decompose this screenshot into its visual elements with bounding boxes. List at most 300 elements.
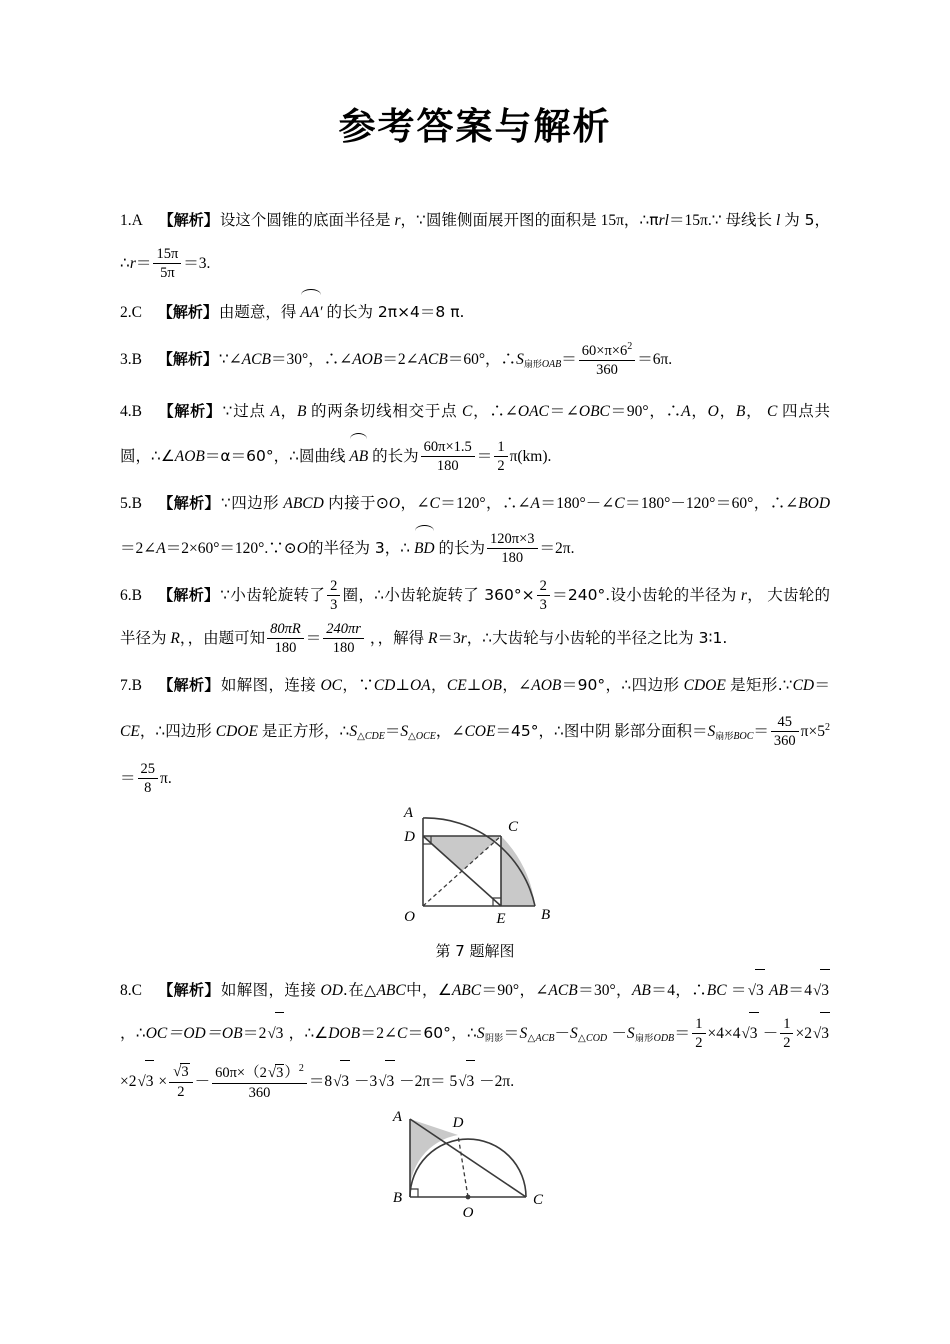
- sol7-eq-4: ＝: [120, 770, 136, 788]
- sol5-text-10: 的半径为 3，∴: [307, 539, 411, 558]
- sol1-val-15pi: 15π: [600, 212, 624, 230]
- sol4-frac1-denominator: 180: [436, 458, 459, 475]
- sol8-radical-2: √: [813, 983, 822, 1000]
- fig7-shade-sector: [501, 836, 535, 906]
- sol6-text-6: ，由题可知: [187, 629, 266, 648]
- sol5-text-3: ，∠: [400, 495, 430, 513]
- sol8-minus-3: －: [762, 1025, 779, 1043]
- sol1-frac-numerator: 15π: [153, 246, 181, 264]
- sol8-radical-6: √: [137, 1074, 146, 1091]
- solution-answer-4: B: [131, 403, 142, 421]
- sol7-text-6: ，∠: [501, 677, 532, 695]
- sol1-text-3: ，∴π: [623, 211, 659, 230]
- sol8-eq-1: ＝: [730, 982, 747, 1000]
- fig8-line-AC: [410, 1119, 526, 1197]
- sol7-seg-CE2: CE: [120, 723, 140, 741]
- sol8-area-S3-sub: △COD: [577, 1033, 608, 1045]
- sol7-seg-CE: CE: [446, 677, 467, 695]
- sol6-text-2: 圈，∴小齿轮旋转了 360°×: [342, 586, 535, 605]
- sol7-eq-1: ＝: [814, 677, 831, 695]
- fig8-label-A: A: [392, 1109, 402, 1126]
- sol8-eq-6: ＝8: [308, 1073, 333, 1091]
- sol7-fraction-1: [771, 714, 799, 749]
- sol8-text-11: ，∴∠: [288, 1024, 329, 1043]
- sol8-eq-4: ＝: [503, 1025, 520, 1043]
- sol5-frac-numerator: 120π×3: [487, 531, 538, 549]
- sol4-point-B2: B: [735, 403, 746, 421]
- sol3-result: ＝6π.: [637, 351, 673, 369]
- sol6-text-1: ∵小齿轮旋转了: [220, 586, 326, 605]
- sol7-text-10: ，∴四边形: [139, 722, 212, 741]
- sol6-var-R: R: [170, 630, 180, 648]
- solution-number-7: 7.: [120, 677, 132, 695]
- sol8-sqrt1-body: 3: [755, 969, 765, 1012]
- fig8-right-angle-B: [410, 1189, 418, 1197]
- sol6-text-8: ，解得: [377, 629, 425, 648]
- sol8-frac3-numerator: [169, 1063, 192, 1083]
- fig8-dashed-OD: [458, 1135, 468, 1197]
- sol3-text-2: ＝30°，∴∠: [271, 351, 353, 369]
- solution-answer-7: B: [131, 677, 142, 695]
- sol4-text-1: ∵过点: [222, 402, 266, 421]
- sol8-sqrt-2: [812, 969, 830, 1012]
- sol8-text-26: －2π＝: [399, 1073, 446, 1091]
- sol6-frac2-numerator: 2: [537, 578, 550, 596]
- sol6-fraction-1: [327, 578, 340, 613]
- sol4-comma-1: ，: [279, 403, 297, 421]
- fig7-label-A: A: [403, 806, 413, 822]
- sol1-text-5: 母线长: [725, 211, 773, 230]
- sol4-text-3: ，∴∠: [472, 403, 518, 421]
- sol4-angle-OBC: OBC: [578, 403, 610, 421]
- sol4-result: π(km).: [509, 448, 552, 466]
- sol8-text-18: ×4×4: [707, 1025, 741, 1043]
- fig7-label-B: B: [541, 907, 551, 924]
- sol7-area-S3-sub-BOC: BOC: [733, 731, 754, 743]
- sol3-text-1: ∵∠: [218, 351, 242, 369]
- sol8-text-21: ×2: [120, 1073, 137, 1091]
- solution-number-1: 1.: [120, 212, 132, 230]
- solution-number-3: 3.: [120, 351, 132, 369]
- solution-answer-5: B: [131, 495, 142, 513]
- sol4-sep-3: ，: [745, 403, 763, 421]
- sol4-frac2-numerator: 1: [494, 439, 507, 457]
- sol8-frac3-denominator: 2: [177, 1084, 185, 1101]
- sol8-seg-BC: BC: [706, 982, 727, 1000]
- sol8-fraction-1: [692, 1016, 705, 1051]
- sol4-text-6: 四点共圆，∴∠: [120, 402, 831, 466]
- analysis-tag-7: 【解析】: [158, 676, 220, 695]
- sol8-fraction-2: [780, 1016, 793, 1051]
- sol7-perp-1: ⊥: [395, 677, 410, 695]
- sol8-sqrt-3: [266, 1012, 284, 1055]
- sol8-radical-8: √: [267, 1064, 277, 1081]
- sol3-text-3: ＝2∠: [382, 351, 419, 369]
- analysis-tag-1: 【解析】: [158, 211, 219, 230]
- sol5-result: ＝2π.: [539, 540, 575, 558]
- sol3-angle-AOB: AOB: [352, 351, 383, 369]
- sol8-text-6: ＝4，∴: [650, 982, 707, 1000]
- sol7-text-1: 如解图，连接: [220, 676, 317, 695]
- sol6-fraction-4: [323, 621, 364, 656]
- sol4-point-O2: O: [707, 403, 719, 421]
- sol8-radical-5: √: [812, 1026, 822, 1043]
- solution-item-5: [120, 482, 830, 570]
- sol7-frac1-denominator: 360: [773, 733, 796, 750]
- sol5-text-6: ＝180°－120°: [624, 495, 716, 513]
- sol8-sqrt6-body: 3: [145, 1060, 155, 1103]
- sol1-text-6: 为 5，∴: [120, 211, 831, 273]
- sol6-frac3-numerator: [267, 621, 304, 639]
- sol3-sector-sub-cn: 扇形: [523, 359, 542, 370]
- sol4-eq: ＝: [476, 448, 493, 466]
- sol6-var-r2: r: [460, 630, 467, 648]
- sol8-result-b: －2π.: [479, 1073, 515, 1091]
- sol8-frac1-denominator: 2: [695, 1035, 703, 1052]
- sol4-fraction-1: [421, 439, 475, 474]
- sol8-eq-2: ＝4: [787, 982, 812, 1000]
- sol5-angle-A2: A: [156, 540, 166, 558]
- sol8-area-S2: S: [519, 1025, 528, 1043]
- sol8-tri-ABC: ABC: [376, 982, 406, 1000]
- sol8-sqrt8-body: 3: [276, 1064, 284, 1081]
- sol8-seg-AB2: AB: [769, 982, 788, 1000]
- sol8-sqrt7-body: 3: [181, 1064, 189, 1081]
- sol6-comma: ，: [369, 629, 378, 648]
- sol6-frac4-num-text: 240πr: [326, 621, 361, 638]
- sol8-sqrt10-body: 3: [385, 1060, 395, 1103]
- sol6-var-R2: R: [427, 630, 438, 648]
- sol3-frac-num-exp: 2: [627, 341, 633, 353]
- sol4-point-A2: A: [681, 403, 691, 421]
- sol4-sep-1: ，: [690, 403, 708, 421]
- sol7-area-S3-sub-cn: 扇形: [715, 731, 734, 742]
- sol1-var-r2: r: [129, 255, 136, 273]
- sol5-text-11: 的长为: [438, 539, 486, 558]
- fig8-label-D: D: [452, 1115, 464, 1132]
- sol6-frac2-denominator: 3: [539, 597, 547, 614]
- sol7-seg-OA: OA: [409, 677, 431, 695]
- sol8-radical-3: √: [267, 1026, 276, 1043]
- sol8-frac4-numerator: [212, 1063, 307, 1084]
- sol8-minus-1: －: [554, 1025, 570, 1043]
- sol3-angle-ACB-2: ACB: [418, 351, 448, 369]
- sol7-perp-2: ⊥: [466, 677, 482, 695]
- sol8-sqrt-6: [137, 1060, 155, 1103]
- sol5-fraction: [487, 531, 538, 566]
- sol3-sector-S: S: [516, 351, 524, 369]
- sol8-angle-C: C: [396, 1025, 408, 1043]
- sol7-eq-2: ＝: [384, 723, 401, 741]
- sol1-var-l: l: [775, 212, 781, 230]
- sol8-frac4-num-exp: 2: [298, 1062, 304, 1074]
- solution-item-6: [120, 574, 830, 660]
- page-title: 参考答案与解析: [338, 105, 612, 148]
- sol8-frac4-denominator: 360: [248, 1084, 271, 1101]
- sol8-frac4-num-b: ）: [284, 1064, 299, 1081]
- sol1-frac-denominator: 5π: [160, 265, 175, 282]
- sol8-area-S4: S: [626, 1025, 635, 1043]
- sol8-sqrt11-body: 3: [466, 1060, 476, 1103]
- sol7-text-11: 是正方形，∴: [261, 722, 350, 741]
- sol8-radical-9: √: [333, 1074, 342, 1091]
- sol8-text-12: ＝2∠: [360, 1025, 397, 1043]
- sol2-text-1: 由题意，得: [218, 303, 297, 322]
- sol4-text-5: ＝90°，∴: [609, 403, 682, 421]
- sol6-frac3-denominator: 180: [274, 640, 297, 657]
- sol1-var-rl: rl: [658, 212, 669, 230]
- sol2-text-2: 的长为 2π×4＝8 π.: [326, 303, 465, 322]
- sol7-frac1-numerator: 45: [771, 714, 799, 732]
- sol8-text-13: ＝60°，∴: [407, 1024, 477, 1043]
- sol4-point-C: C: [462, 403, 473, 421]
- sol6-frac4-denominator: 180: [332, 640, 355, 657]
- sol2-arc-AA: AA′: [300, 289, 322, 334]
- solution-answer-1: A: [131, 212, 143, 230]
- solution-item-3: [120, 338, 830, 386]
- sol3-fraction: [579, 341, 635, 378]
- sol8-minus-5: －3: [353, 1073, 378, 1091]
- sol8-seg-OC-OD-OB: OC＝OD＝OB: [145, 1025, 243, 1043]
- sol5-circle-O2: O: [296, 540, 308, 558]
- analysis-tag-2: 【解析】: [157, 303, 218, 322]
- sol7-area-S1-sub: △CDE: [357, 731, 385, 743]
- sol7-quad-CDOE2: CDOE: [215, 723, 258, 741]
- sol5-arc-BD: BD: [414, 525, 435, 570]
- sol1-text-4: ＝15π.∵: [668, 212, 722, 230]
- sol8-text-9: ，∴: [120, 1024, 146, 1043]
- sol8-area-S3: S: [569, 1025, 578, 1043]
- sol7-area-S2: S: [400, 723, 409, 741]
- analysis-tag-3: 【解析】: [157, 350, 218, 369]
- sol8-frac2-numerator: 1: [780, 1016, 793, 1034]
- sol8-sqrt-4: [741, 1012, 759, 1055]
- solution-item-4: [120, 390, 830, 478]
- sol8-fraction-4: [212, 1063, 307, 1101]
- sol3-frac-denominator: 360: [596, 362, 618, 379]
- sol5-angle-BOD: BOD: [798, 495, 831, 513]
- figure-8-svg: [370, 1109, 580, 1224]
- fig8-shade-ADB: [410, 1119, 458, 1197]
- sol8-sqrt3-body: 3: [275, 1012, 285, 1055]
- fig7-label-C: C: [508, 819, 519, 836]
- sol8-sqrt-11: [457, 1060, 475, 1103]
- sol8-sqrt-10: [377, 1060, 395, 1103]
- sol8-radical-11: √: [458, 1074, 467, 1091]
- sol1-var-r: r: [394, 212, 401, 230]
- sol7-fraction-2: [138, 761, 159, 796]
- sol8-area-S2-sub: △ACB: [527, 1033, 555, 1045]
- sol8-fraction-3: [169, 1063, 192, 1100]
- sol8-angle-ABC: ABC: [451, 982, 482, 1000]
- sol7-result: π.: [160, 770, 172, 788]
- sol4-text-2: 的两条切线相交于点: [311, 402, 458, 421]
- sol8-result-a: 5: [449, 1073, 458, 1091]
- solution-answer-6: B: [131, 587, 142, 605]
- sol1-fraction: [153, 246, 181, 281]
- sol7-sep-1: ，: [430, 677, 447, 695]
- sol7-seg-OC: OC: [320, 677, 343, 695]
- sol8-area-S4-sub-cn: 扇形: [634, 1033, 654, 1044]
- sol3-angle-ACB: ACB: [241, 351, 271, 369]
- analysis-tag-5: 【解析】: [158, 494, 220, 513]
- sol7-text-8: 是矩形.∵: [730, 676, 793, 695]
- sol4-text-8: 的长为: [372, 447, 419, 466]
- sol5-circle-O: O: [388, 495, 401, 513]
- sol8-eq-5: ＝: [674, 1025, 691, 1043]
- sol8-radical-1: √: [747, 983, 756, 1000]
- sol7-area-S2-sub: △OCE: [408, 731, 436, 743]
- sol8-sqrt9-body: 3: [340, 1060, 350, 1103]
- sol5-text-4: ＝120°，∴∠: [439, 495, 531, 513]
- sol7-frac2-denominator: 8: [144, 780, 152, 797]
- sol4-arc-AB: AB: [349, 433, 368, 478]
- sol7-text-13: ，∠: [435, 723, 465, 741]
- solutions-list: [120, 199, 830, 1229]
- sol4-angle-OAC: OAC: [517, 403, 549, 421]
- sol4-fraction-2: [494, 439, 507, 474]
- sol7-eq-3: ＝: [753, 723, 769, 741]
- sol8-sqrt-5: [812, 1012, 830, 1055]
- sol8-radical-10: √: [378, 1074, 387, 1091]
- sol8-frac1-numerator: 1: [692, 1016, 705, 1034]
- solution-item-8: [120, 969, 830, 1103]
- sol6-text-11: 为 3∶1.: [678, 629, 728, 648]
- solution-number-6: 6.: [120, 587, 132, 605]
- sol6-frac4-numerator: [323, 621, 364, 639]
- sol7-exp: 2: [825, 722, 830, 734]
- sol4-frac1-numerator: 60π×1.5: [421, 439, 475, 457]
- solution-answer-2: C: [131, 304, 142, 322]
- fig8-label-B: B: [392, 1190, 402, 1207]
- sol8-seg-AB: AB: [631, 982, 651, 1000]
- sol8-eq-3: ＝2: [242, 1025, 267, 1043]
- sol8-text-20: ×2: [795, 1025, 812, 1043]
- sol1-eq-1: ＝: [135, 255, 152, 273]
- sol8-sqrt-7: [172, 1063, 189, 1081]
- sol3-eq: ＝: [561, 351, 577, 369]
- fig7-label-D: D: [404, 829, 415, 846]
- sol8-text-3: 中，∠: [405, 981, 452, 1000]
- sol7-area-S3: S: [707, 723, 716, 741]
- fig8-label-C: C: [533, 1192, 544, 1209]
- sol4-sep-2: ，: [718, 403, 736, 421]
- sol8-radical-4: √: [741, 1026, 750, 1043]
- sol8-sqrt-8: [267, 1064, 284, 1082]
- sol8-frac2-denominator: 2: [783, 1035, 791, 1052]
- sol7-angle-COE: COE: [464, 723, 496, 741]
- sol6-frac1-denominator: 3: [330, 597, 338, 614]
- sol5-angle-C: C: [429, 495, 440, 513]
- fig7-label-E: E: [496, 911, 506, 928]
- sol8-sqrt2-body: 3: [820, 969, 830, 1012]
- sol8-text-22: ×: [158, 1073, 168, 1091]
- sol8-text-1: 如解图，连接: [220, 981, 317, 1000]
- sol5-text-8: ＝2∠: [120, 540, 157, 558]
- sol5-angle-C2: C: [614, 495, 625, 513]
- sol7-seg-OB: OB: [481, 677, 502, 695]
- analysis-tag-4: 【解析】: [158, 402, 222, 421]
- sol8-text-4: ＝90°，∠: [481, 982, 549, 1000]
- sol8-sqrt-9: [332, 1060, 350, 1103]
- sol8-sqrt4-body: 3: [749, 1012, 759, 1055]
- sol7-frac2-numerator: 25: [138, 761, 159, 779]
- solution-item-2: [120, 289, 830, 334]
- solution-answer-3: B: [131, 351, 142, 369]
- sol3-frac-numerator: [579, 341, 635, 361]
- sol4-text-4: ＝∠: [548, 403, 579, 421]
- sol8-text-2: .在△: [342, 981, 377, 1000]
- fig7-label-O: O: [404, 909, 415, 926]
- sol8-angle-ACB: ACB: [548, 982, 578, 1000]
- fig8-label-O: O: [462, 1205, 474, 1222]
- sol6-frac1-numerator: 2: [327, 578, 340, 596]
- sol8-minus-4: －: [194, 1073, 211, 1091]
- analysis-tag-8: 【解析】: [158, 981, 220, 1000]
- sol6-fraction-2: [537, 578, 550, 613]
- sol5-frac-denominator: 180: [501, 550, 524, 567]
- sol5-angle-A: A: [530, 495, 540, 513]
- sol5-text-7: ＝60°，∴∠: [715, 495, 799, 513]
- sol7-text-7: ＝90°，∴四边形: [561, 676, 680, 695]
- sol7-text-15: 影部分面积＝: [614, 722, 708, 741]
- sol6-fraction-3: [267, 621, 304, 656]
- sol1-text-8: ＝3.: [183, 255, 211, 273]
- solution-number-2: 2.: [120, 304, 132, 322]
- sol6-text-3: ＝240°.设小齿轮的半径为: [551, 586, 737, 605]
- sol6-text-5: 大齿轮的半径为: [120, 586, 831, 648]
- sol7-text-2: ，∵: [342, 677, 374, 695]
- sol8-text-5: ＝30°，: [577, 982, 632, 1000]
- figure-7-svg: [375, 806, 575, 931]
- figure-7-caption: 第 7 题解图: [435, 942, 515, 961]
- sol7-angle-AOB: AOB: [531, 677, 562, 695]
- sol7-quad-CDOE: CDOE: [683, 677, 726, 695]
- sol5-text-5: ＝180°－∠: [539, 495, 615, 513]
- sol8-angle-DOB: DOB: [328, 1025, 361, 1043]
- sol8-area-S4-sub-ODB: ODB: [653, 1033, 675, 1045]
- sol4-angle-AOB: AOB: [174, 448, 205, 466]
- sol8-sqrt5-body: 3: [820, 1012, 830, 1055]
- sol4-point-B: B: [296, 403, 307, 421]
- sol3-sector-sub-OAB: OAB: [541, 359, 562, 371]
- sol7-area-S1: S: [349, 723, 358, 741]
- solution-item-7: [120, 664, 830, 800]
- solution-number-4: 4.: [120, 403, 132, 421]
- figure-problem-8: [120, 1109, 830, 1229]
- sol1-text-1: 设这个圆锥的底面半径是: [219, 211, 391, 230]
- sol7-text-17: π×5: [800, 723, 825, 741]
- sol8-sqrt-1: [747, 969, 765, 1012]
- sol4-text-7: ＝α＝60°，∴圆曲线: [204, 447, 346, 466]
- sol4-point-C2: C: [767, 403, 778, 421]
- sol7-seg-CD2: CD: [792, 677, 815, 695]
- sol1-text-2: ，∵圆锥侧面展开图的面积是: [400, 211, 597, 230]
- sol3-frac-num-text: 60×π×6: [581, 343, 628, 360]
- sol6-eq: ＝: [305, 630, 322, 648]
- sol6-frac3-num-text: 80πR: [270, 621, 301, 638]
- sol5-text-9: ＝2×60°＝120°.∵⊙: [165, 540, 297, 558]
- sol5-quad-ABCD: ABCD: [283, 495, 324, 513]
- sol8-seg-OD: OD: [320, 982, 343, 1000]
- sol5-text-2: 内接于⊙: [328, 494, 389, 513]
- solution-item-1: [120, 199, 830, 285]
- sol8-frac4-num-a: 60π×（2: [215, 1064, 267, 1081]
- sol8-area-S1: S: [476, 1025, 485, 1043]
- fig8-point-O-dot: [466, 1195, 471, 1200]
- analysis-tag-6: 【解析】: [158, 586, 220, 605]
- sol7-text-14: ＝45°，∴图中阴: [495, 722, 611, 741]
